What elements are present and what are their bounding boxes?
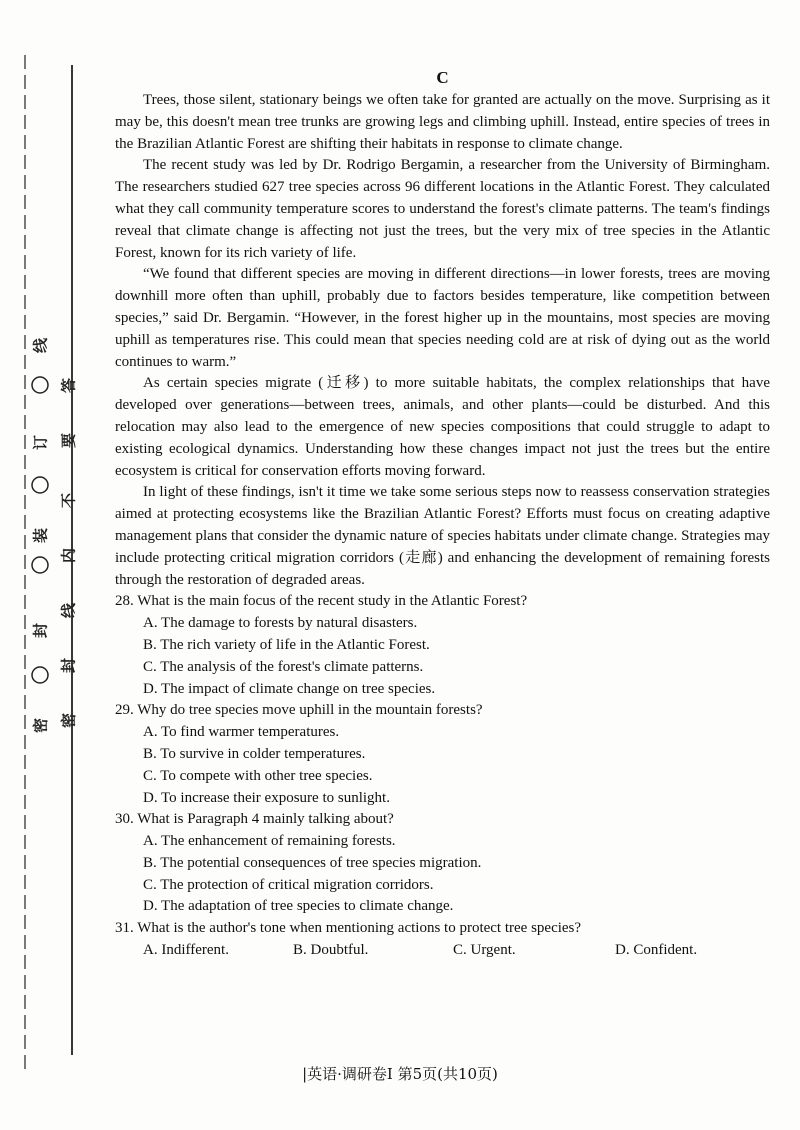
page-footer: |英语·调研卷Ⅰ 第5页(共10页): [302, 1065, 498, 1083]
paragraph-3: “We found that different species are moving in different directions—in lower forests, trees are moving downhill more often than uphill, probably due to factors besides temperature, like competition between species,” said Dr. Bergamin. “However, in the forest higher up in the mountains, most species are moving uphill as temperatures rise. This could mean that species needing cold are at risk of dying out as the world continues to warm.”: [115, 266, 770, 370]
margin-char: 装: [31, 528, 50, 544]
option-a: A. To find warmer temperatures.: [143, 724, 340, 741]
paragraph-4: As certain species migrate (迁移) to more suitable habitats, the complex relationships that have developed over generations—between trees, animals, and other plants—could be disturbed. And this relocation may also lead to the emergence of new species compositions that could struggle to adapt to existing ecological dynamics. Understanding how these changes impact not just the trees but the entire ecosystem is critical for conservation efforts moving forward.: [115, 375, 770, 479]
margin-char: 线: [59, 603, 78, 619]
section-title: C: [436, 68, 449, 87]
options-row: [115, 940, 770, 962]
question-30: [115, 809, 770, 918]
option-d: D. The impact of climate change on tree species.: [143, 680, 436, 697]
option-b: B. Doubtful.: [293, 942, 369, 959]
question-stem: 31. What is the author's tone when mentioning actions to protect tree species?: [115, 920, 582, 937]
passage-content: [115, 66, 770, 962]
option-c: C. The protection of critical migration corridors.: [143, 876, 434, 893]
margin-char: 密: [31, 718, 50, 734]
option-a: A. The damage to forests by natural disasters.: [143, 615, 418, 632]
paragraph-1: Trees, those silent, stationary beings we often take for granted are actually on the move. Surprising as it may be, this doesn't mean tree trunks are growing legs and climbing uphill. Instead, entire species of trees in the Brazilian Atlantic Forest are shifting their habitats in response to climate change.: [115, 92, 770, 152]
question-stem: 29. Why do tree species move uphill in the mountain forests?: [115, 702, 483, 719]
question-stem: 28. What is the main focus of the recent study in the Atlantic Forest?: [115, 593, 528, 610]
margin-char: 要: [59, 433, 78, 449]
option-c: C. To compete with other tree species.: [143, 767, 373, 784]
binding-margin: [10, 55, 90, 1070]
option-b: B. The potential consequences of tree species migration.: [143, 854, 482, 871]
question-stem: 30. What is Paragraph 4 mainly talking about?: [115, 811, 394, 828]
option-a: A. The enhancement of remaining forests.: [143, 833, 396, 850]
paragraph-2: The recent study was led by Dr. Rodrigo Bergamin, a researcher from the University of Birmingham. The researchers studied 627 tree species across 96 different locations in the Atlantic Forest. They calculated what they call community temperature scores to understand the forest's climate patterns. The team's findings reveal that climate change is affecting not just the trees, but the very mix of tree species in the Atlantic Forest, known for its rich variety of life.: [115, 157, 770, 261]
margin-char: 内: [59, 548, 78, 564]
option-d: D. To increase their exposure to sunlight.: [143, 789, 390, 806]
margin-char: 不: [59, 493, 78, 509]
option-b: B. The rich variety of life in the Atlantic Forest.: [143, 636, 430, 653]
margin-char: 答: [59, 378, 78, 394]
question-28: [115, 591, 770, 700]
margin-char: 线: [31, 338, 50, 354]
margin-char: 封: [59, 658, 78, 674]
option-a: A. Indifferent.: [143, 942, 229, 959]
question-31: [115, 918, 770, 962]
margin-char: 封: [31, 623, 50, 639]
option-c: C. Urgent.: [453, 942, 516, 959]
option-d: D. Confident.: [615, 942, 698, 959]
option-b: B. To survive in colder temperatures.: [143, 745, 366, 762]
option-c: C. The analysis of the forest's climate patterns.: [143, 658, 424, 675]
paragraph-5: In light of these findings, isn't it time we take some serious steps now to reassess conservation strategies aimed at protecting ecosystems like the Brazilian Atlantic Forest? Efforts must focus on creating adaptive management plans that consider the dynamic nature of species habitats under climate change. Strategies may include protecting critical migration corridors (走廊) and enhancing the development of remaining forests through the restoration of degraded areas.: [115, 484, 770, 588]
option-d: D. The adaptation of tree species to climate change.: [143, 898, 454, 915]
margin-char: 订: [31, 435, 50, 451]
question-29: [115, 700, 770, 809]
margin-char: 密: [59, 713, 78, 729]
